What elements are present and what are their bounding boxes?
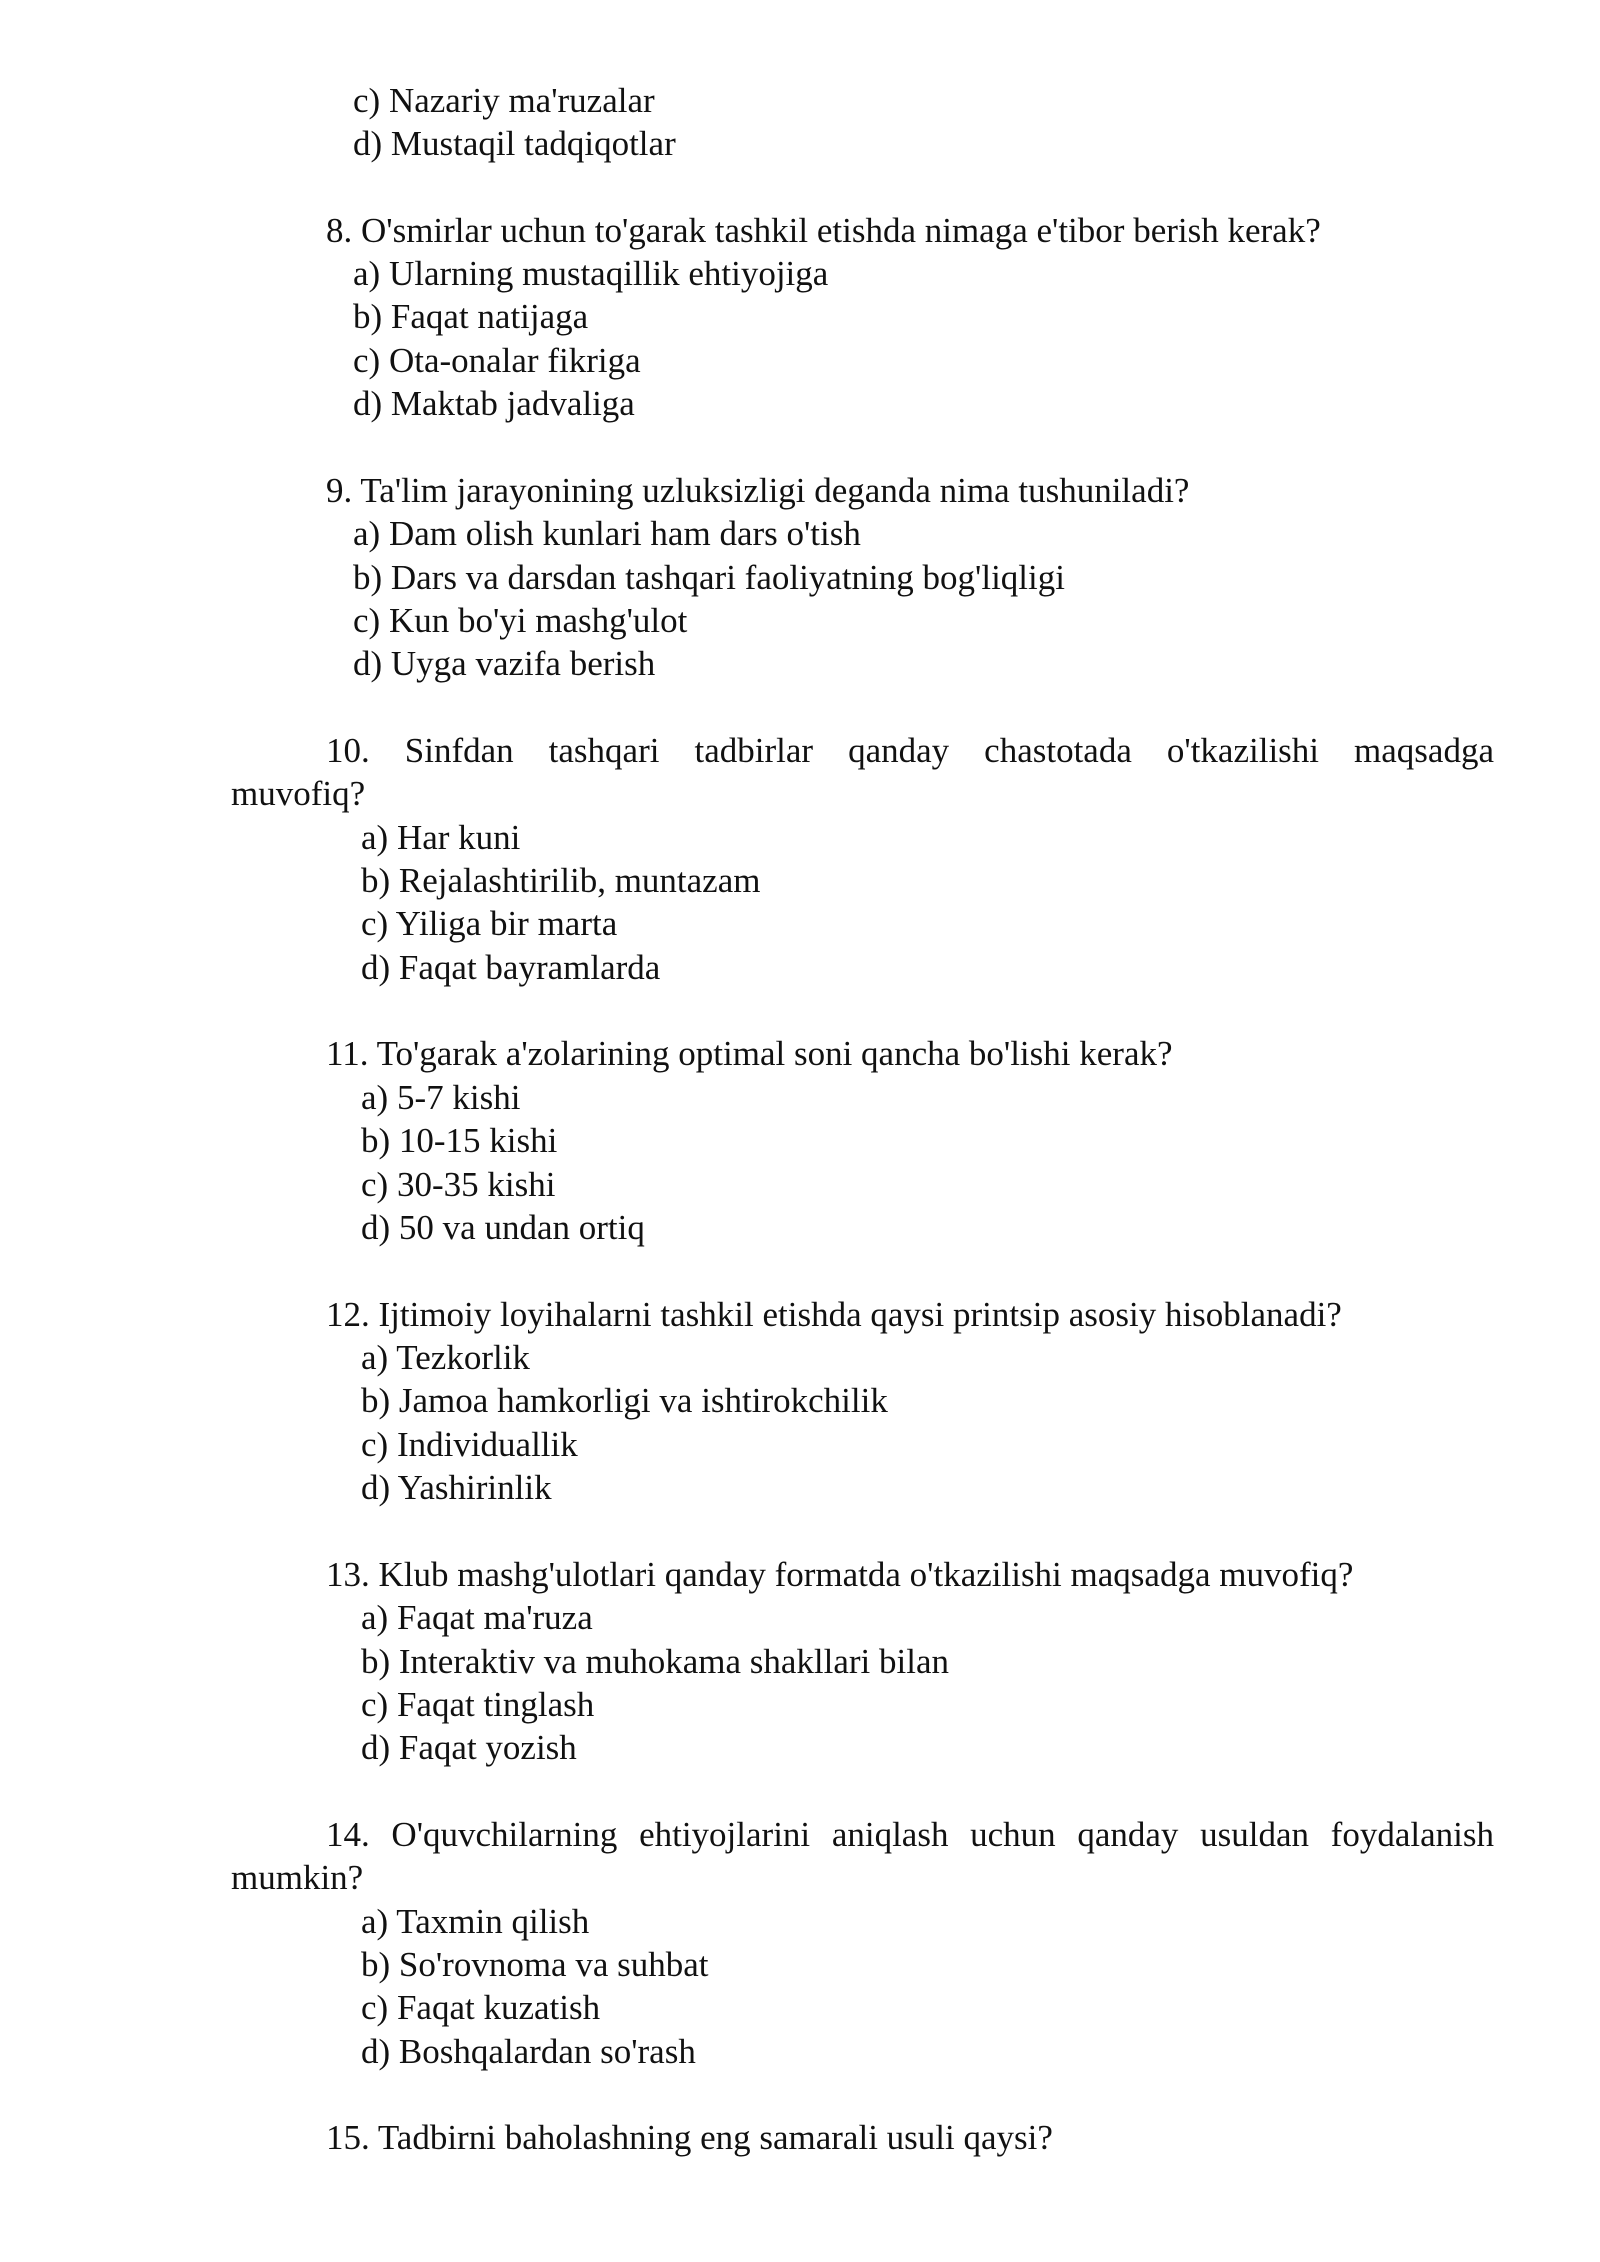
option-c: c) Kun bo'yi mashg'ulot — [353, 601, 688, 640]
question-word: foydalanish — [1330, 1815, 1494, 1854]
option-c: c) Faqat tinglash — [361, 1685, 595, 1724]
question-word: 10. — [326, 731, 370, 770]
question-word: aniqlash — [831, 1815, 949, 1854]
question-word: uchun — [970, 1815, 1056, 1854]
question-13: 13. Klub mashg'ulotlari qanday formatda o'tkazilishi maqsadga muvofiq? — [326, 1555, 1354, 1594]
option-c: c) Individuallik — [361, 1425, 578, 1464]
option-d: d) Faqat bayramlarda — [361, 948, 661, 987]
option-b: b) Interaktiv va muhokama shakllari bilan — [361, 1642, 950, 1681]
question-11: 11. To'garak a'zolarining optimal soni qancha bo'lishi kerak? — [326, 1034, 1173, 1073]
question-word: tashqari — [548, 731, 660, 770]
option-a: a) Dam olish kunlari ham dars o'tish — [353, 514, 861, 553]
question-word: 14. — [326, 1815, 370, 1854]
option-b: b) Jamoa hamkorligi va ishtirokchilik — [361, 1381, 888, 1420]
question-word: chastotada — [984, 731, 1132, 770]
question-12: 12. Ijtimoiy loyihalarni tashkil etishda qaysi printsip asosiy hisoblanadi? — [326, 1295, 1342, 1334]
option-c: c) Yiliga bir marta — [361, 904, 618, 943]
option-c: c) Nazariy ma'ruzalar — [353, 81, 655, 120]
question-word: qanday — [848, 731, 950, 770]
question-word: maqsadga — [1354, 731, 1494, 770]
question-9: 9. Ta'lim jarayonining uzluksizligi deganda nima tushuniladi? — [326, 471, 1190, 510]
option-d: d) Maktab jadvaliga — [353, 384, 635, 423]
option-d: d) Boshqalardan so'rash — [361, 2032, 696, 2071]
question-word: qanday — [1077, 1815, 1179, 1854]
option-b: b) Faqat natijaga — [353, 297, 589, 336]
question-15: 15. Tadbirni baholashning eng samarali usuli qaysi? — [326, 2118, 1053, 2157]
option-b: b) 10-15 kishi — [361, 1121, 558, 1160]
option-a: a) Har kuni — [361, 818, 521, 857]
option-b: b) So'rovnoma va suhbat — [361, 1945, 709, 1984]
option-d: d) Uyga vazifa berish — [353, 644, 656, 683]
option-d: d) 50 va undan ortiq — [361, 1208, 645, 1247]
option-a: a) Faqat ma'ruza — [361, 1598, 593, 1637]
option-a: a) Tezkorlik — [361, 1338, 530, 1377]
question-8: 8. O'smirlar uchun to'garak tashkil etishda nimaga e'tibor berish kerak? — [326, 211, 1321, 250]
question-word: ehtiyojlarini — [639, 1815, 811, 1854]
option-c: c) Faqat kuzatish — [361, 1988, 601, 2027]
question-word: usuldan — [1200, 1815, 1309, 1854]
option-c: c) 30-35 kishi — [361, 1165, 556, 1204]
question-14-continuation: mumkin? — [231, 1858, 364, 1897]
option-d: d) Yashirinlik — [361, 1468, 552, 1507]
question-10-continuation: muvofiq? — [231, 774, 366, 813]
option-d: d) Faqat yozish — [361, 1728, 577, 1767]
option-b: b) Rejalashtirilib, muntazam — [361, 861, 761, 900]
question-10 — [326, 729, 1494, 773]
option-b: b) Dars va darsdan tashqari faoliyatning bog'liqligi — [353, 558, 1065, 597]
option-d: d) Mustaqil tadqiqotlar — [353, 124, 676, 163]
question-word: Sinfdan — [404, 731, 514, 770]
question-word: tadbirlar — [694, 731, 814, 770]
option-c: c) Ota-onalar fikriga — [353, 341, 641, 380]
option-a: a) 5-7 kishi — [361, 1078, 521, 1117]
option-a: a) Taxmin qilish — [361, 1902, 590, 1941]
option-a: a) Ularning mustaqillik ehtiyojiga — [353, 254, 829, 293]
question-14 — [326, 1813, 1494, 1857]
question-word: O'quvchilarning — [391, 1815, 618, 1854]
question-word: o'tkazilishi — [1166, 731, 1320, 770]
